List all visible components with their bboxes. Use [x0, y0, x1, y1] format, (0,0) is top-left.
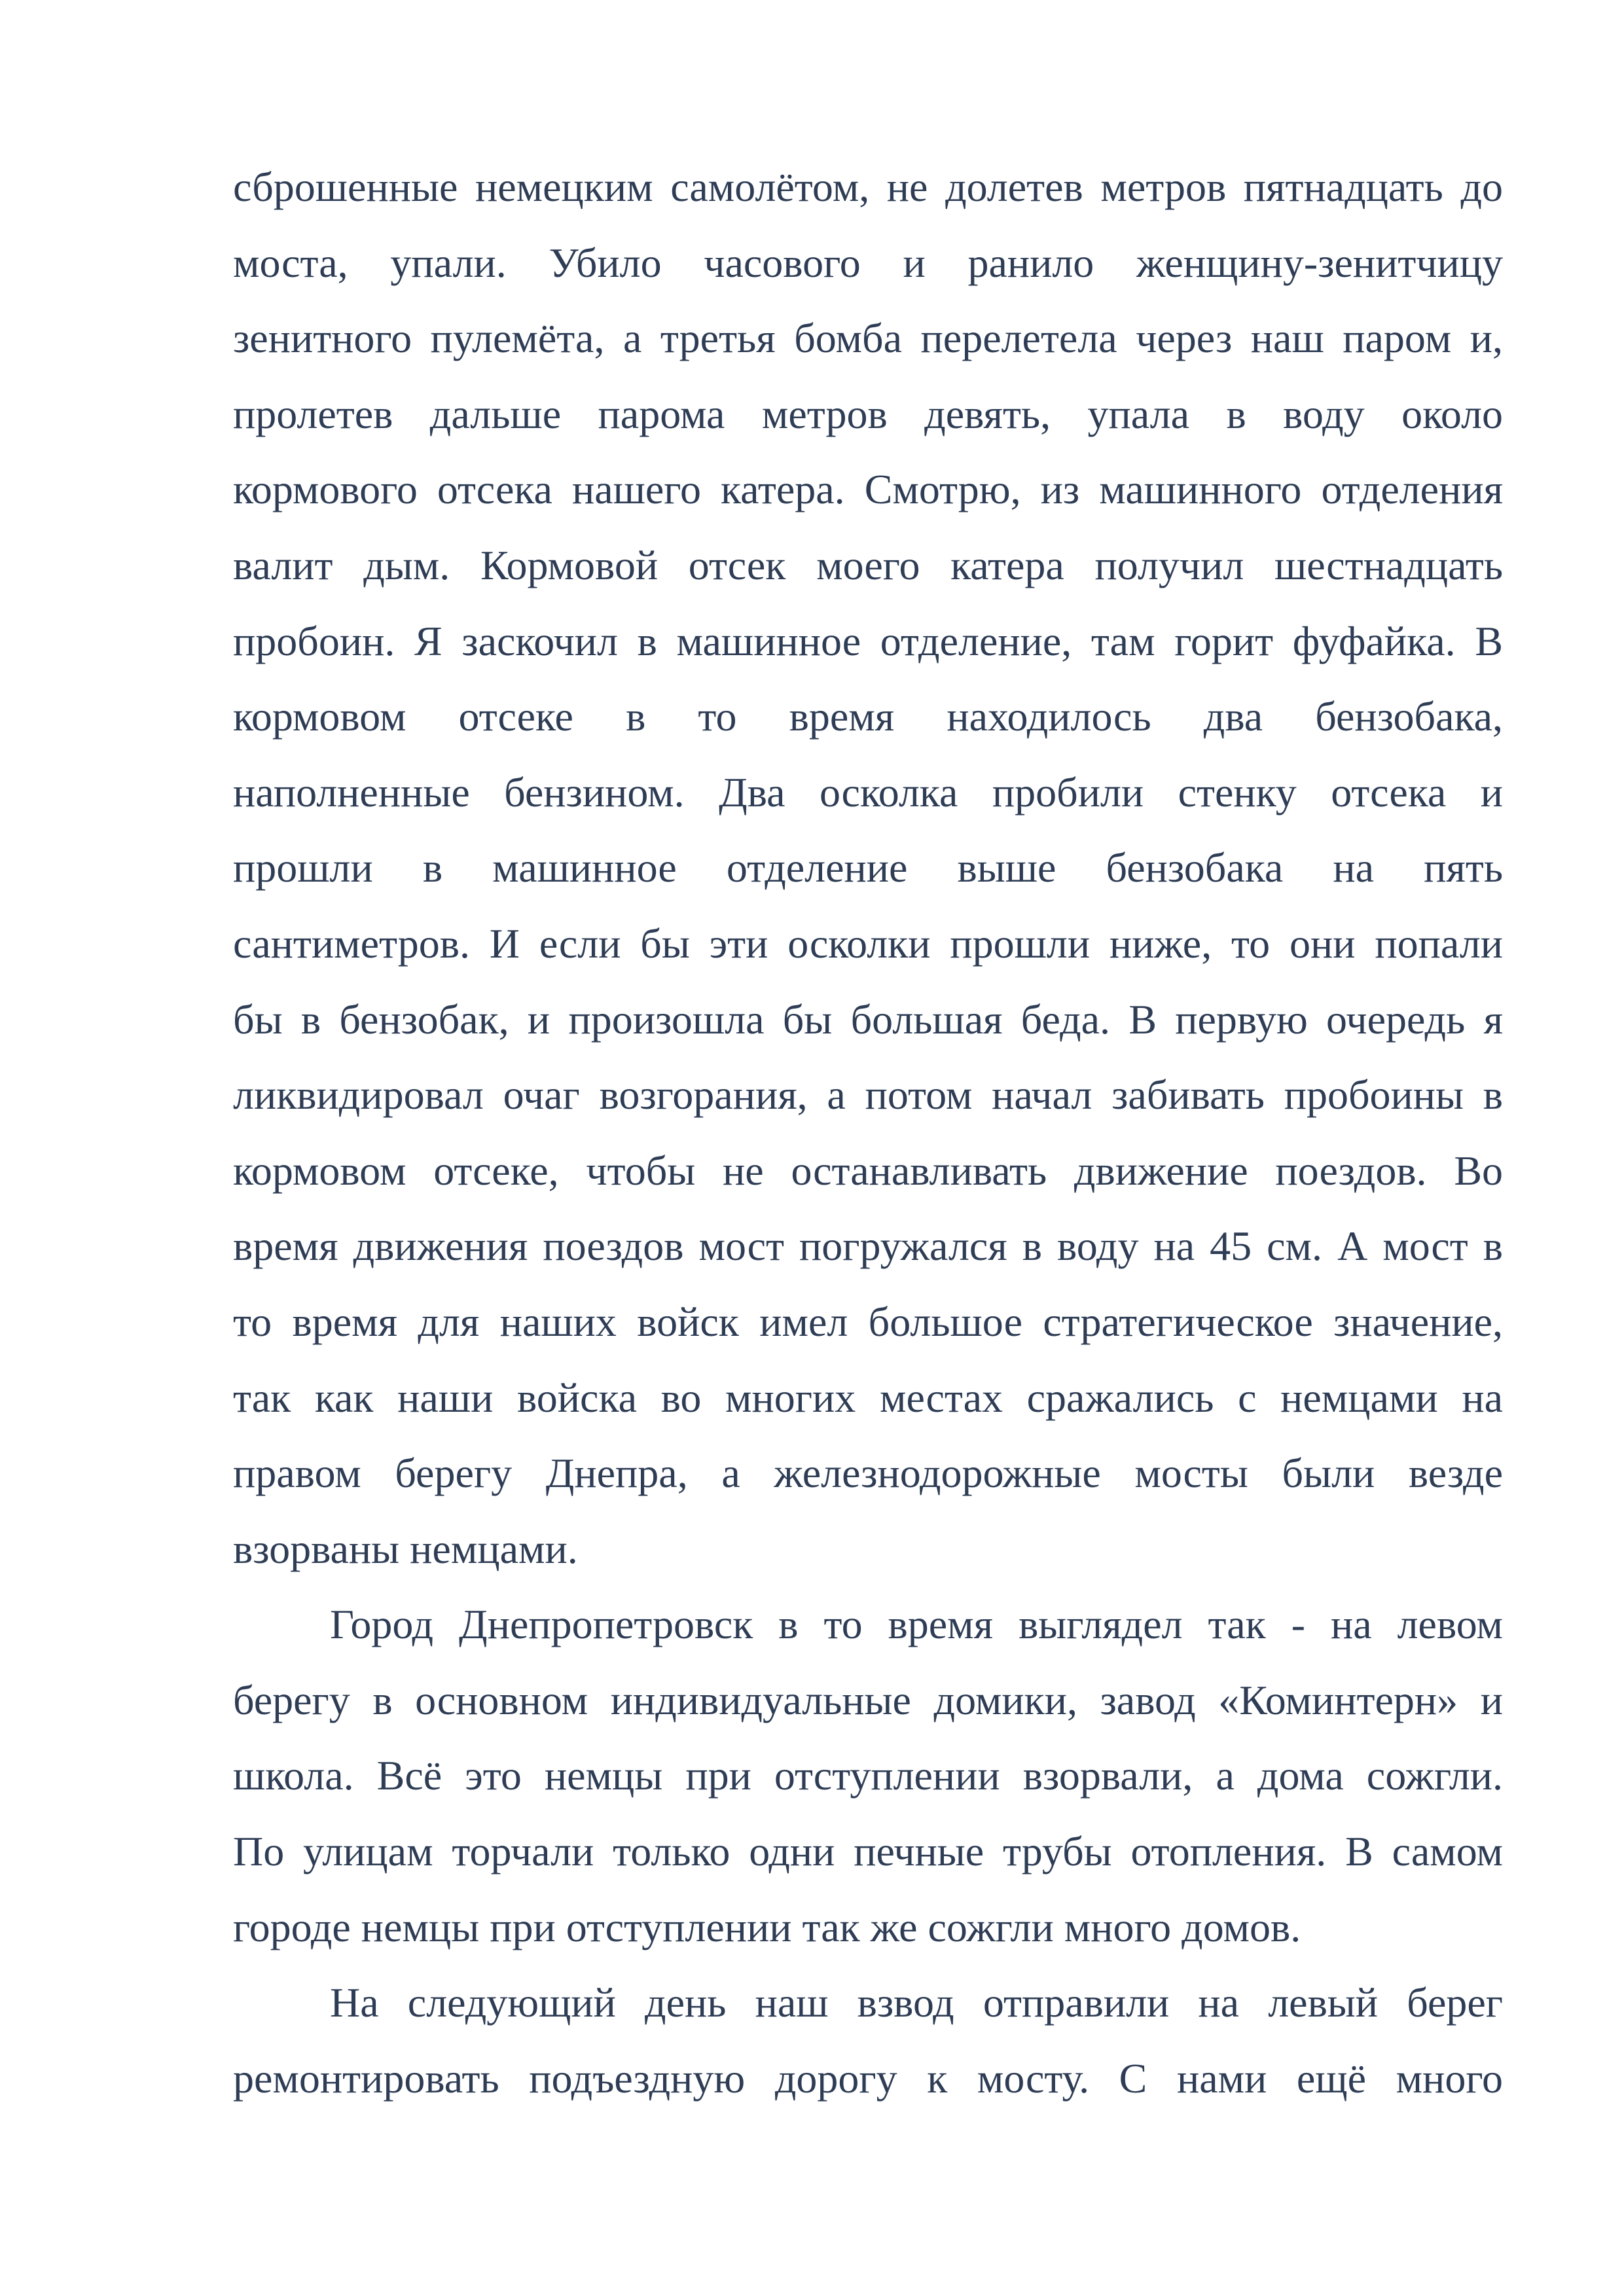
text-line: По улицам торчали только одни печные трубы отопления. В самом: [233, 1828, 1503, 1875]
text-line: валит дым. Кормовой отсек моего катера получил шестнадцать: [233, 541, 1503, 588]
text-line: городе немцы при отступлении так же сожгли много домов.: [233, 1903, 1301, 1950]
text-line: прошли в машинное отделение выше бензобака на пять: [233, 844, 1503, 891]
text-line: ликвидировал очаг возгорания, а потом начал забивать пробоины в: [233, 1071, 1503, 1119]
text-line: сантиметров. И если бы эти осколки прошли ниже, то они попали: [233, 920, 1503, 967]
text-line: ремонтировать подъездную дорогу к мосту. С нами ещё много: [233, 2054, 1503, 2102]
text-line: правом берегу Днепра, а железнодорожные мосты были везде: [233, 1450, 1503, 1497]
text-line: берегу в основном индивидуальные домики, завод «Коминтерн» и: [233, 1676, 1503, 1723]
text-line: бы в бензобак, и произошла бы большая беда. В первую очередь я: [233, 996, 1503, 1043]
text-line: пробоин. Я заскочил в машинное отделение, там горит фуфайка. В: [233, 617, 1503, 664]
text-line: кормовом отсеке в то время находилось два бензобака,: [233, 693, 1503, 740]
text-line: зенитного пулемёта, а третья бомба перелетела через наш паром и,: [233, 315, 1503, 362]
text-line: На следующий день наш взвод отправили на левый берег: [330, 1979, 1503, 2026]
text-line: моста, упали. Убило часового и ранило женщину-зенитчицу: [233, 239, 1503, 286]
paragraph: [233, 149, 1503, 1587]
text-line: взорваны немцами.: [233, 1525, 578, 1572]
paragraph: [233, 1965, 1503, 2116]
text-line: то время для наших войск имел большое стратегическое значение,: [233, 1298, 1503, 1345]
text-line: школа. Всё это немцы при отступлении взорвали, а дома сожгли.: [233, 1752, 1503, 1799]
paragraph: [233, 1587, 1503, 1965]
text-line: кормовом отсеке, чтобы не останавливать движение поездов. Во: [233, 1147, 1503, 1194]
document-body: [233, 149, 1503, 2116]
text-line: сброшенные немецким самолётом, не долетев метров пятнадцать до: [233, 164, 1503, 210]
text-line: Город Днепропетровск в то время выглядел так - на левом: [330, 1601, 1503, 1648]
text-line: время движения поездов мост погружался в воду на 45 см. А мост в: [233, 1223, 1503, 1270]
text-line: пролетев дальше парома метров девять, упала в воду около: [233, 390, 1503, 437]
text-line: наполненные бензином. Два осколка пробили стенку отсека и: [233, 768, 1503, 816]
text-line: так как наши войска во многих местах сражались с немцами на: [233, 1374, 1503, 1421]
text-line: кормового отсека нашего катера. Смотрю, из машинного отделения: [233, 466, 1503, 513]
